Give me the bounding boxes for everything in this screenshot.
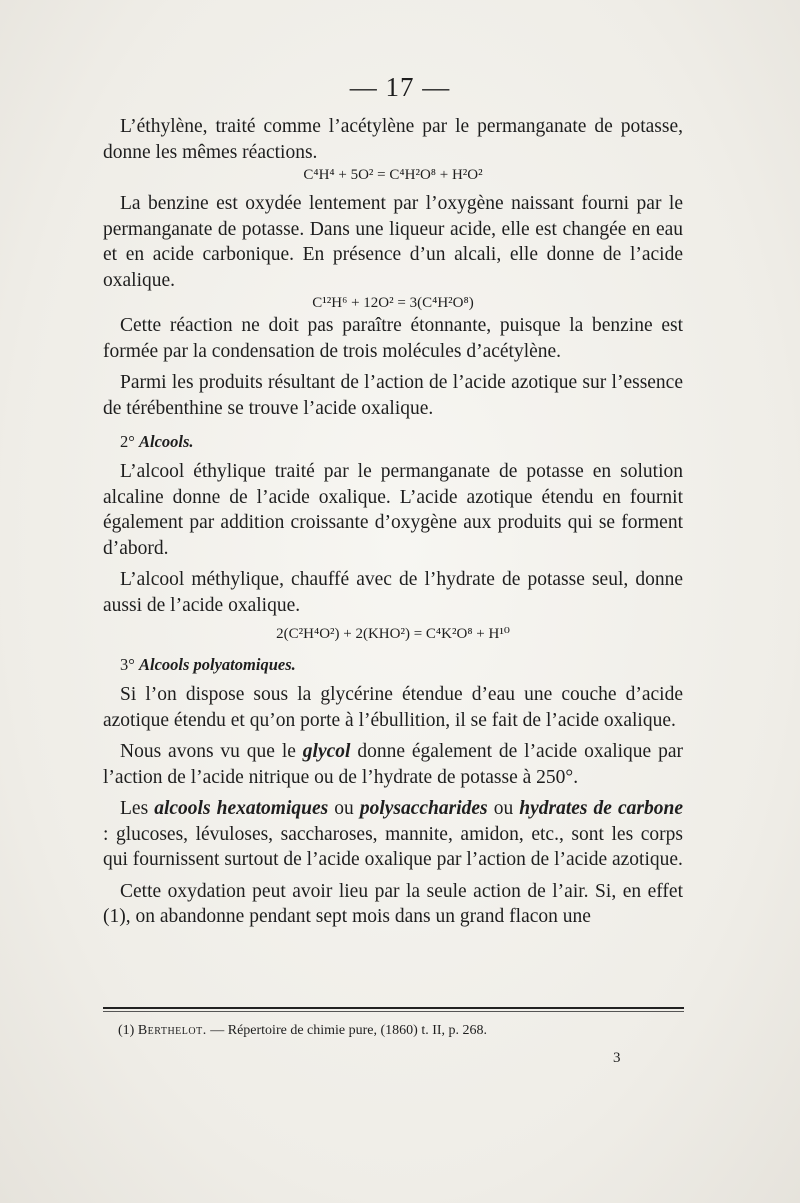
paragraph-reaction: Cette réaction ne doit pas paraître étonnante, puisque la benzine est formée par la condensation de trois molécules d’acétylène. (103, 315, 683, 362)
signature-mark: 3 (613, 1050, 621, 1066)
text-run: Les (120, 798, 155, 819)
section-heading-alcools (103, 431, 683, 453)
formula-methylique: 2(C²H⁴O²) + 2(KHO²) = C⁴K²O⁸ + H¹⁰ (276, 626, 510, 642)
paragraph-terebenthine: Parmi les produits résultant de l’action de l’acide azotique sur l’essence de térébenthine se trouve l’acide oxalique. (103, 372, 683, 419)
italic-polysaccharides: polysaccharides (359, 798, 488, 819)
section-number: 3° (120, 655, 135, 674)
footnote (118, 1022, 618, 1040)
text-run: ou (487, 798, 520, 819)
footnote-rule (103, 1007, 684, 1009)
footnote-marker: (1) (118, 1023, 135, 1038)
italic-glycol: glycol (302, 741, 351, 762)
section-title: Alcools polyatomiques. (138, 655, 296, 674)
paragraph-hexatomiques (103, 796, 683, 873)
paragraph-glycerine: Si l’on dispose sous la glycérine étendue d’eau une couche d’acide azotique étendu et qu’on porte à l’ébullition, il se fait de l’acide oxalique. (103, 684, 683, 731)
section-number: 2° (120, 432, 135, 451)
body-text (103, 114, 683, 930)
text-run: : glucoses, lévuloses, saccharoses, mannite, amidon, etc., sont les corps qui fournissent surtout de l’acide oxalique par l’action de l’acide azotique. (103, 823, 683, 870)
formula-ethylene: C⁴H⁴ + 5O² = C⁴H²O⁸ + H²O² (303, 167, 483, 183)
paragraph-benzine: La benzine est oxydée lentement par l’oxygène naissant fourni par le permanganate de potasse. Dans une liqueur acide, elle est changée en eau et en acide carbonique. En présence d’un alcali, elle donne de l’acide oxalique. (103, 193, 683, 291)
paragraph-ethylene: L’éthylène, traité comme l’acétylène par le permanganate de potasse, donne les mêmes réactions. (103, 116, 683, 163)
page-number: — 17 — (349, 72, 451, 102)
footnote-text: — Répertoire de chimie pure, (1860) t. II, p. 268. (206, 1023, 488, 1038)
text-run: Nous avons vu que le (120, 741, 303, 762)
paragraph-oxydation: Cette oxydation peut avoir lieu par la seule action de l’air. Si, en effet (1), on abandonne pendant sept mois dans un grand flacon une (103, 880, 683, 927)
formula-benzine: C¹²H⁶ + 12O² = 3(C⁴H²O⁸) (312, 295, 474, 311)
footnote-rule-thin (103, 1011, 684, 1012)
section-title: Alcools. (138, 432, 194, 451)
text-run: ou (328, 798, 360, 819)
paragraph-alcool-ethylique: L’alcool éthylique traité par le permanganate de potasse en solution alcaline donne de l’acide oxalique. L’acide azotique étendu en fournit également par addition croissante d’oxygène aux produits qui se forment d’abord. (103, 461, 683, 559)
text-run: donne également de l’acide oxalique par l’action de l’acide nitrique ou de l’hydrate de potasse à 250°. (103, 741, 683, 788)
italic-hexatomiques: alcools hexatomiques (154, 798, 329, 819)
footnote-author: Berthelot. (137, 1023, 207, 1038)
section-heading-polyatomiques (103, 654, 683, 676)
paragraph-alcool-methylique: L’alcool méthylique, chauffé avec de l’hydrate de potasse seul, donne aussi de l’acide oxalique. (103, 569, 683, 616)
paragraph-glycol (103, 739, 683, 790)
italic-hydrates: hydrates de carbone (519, 798, 684, 819)
